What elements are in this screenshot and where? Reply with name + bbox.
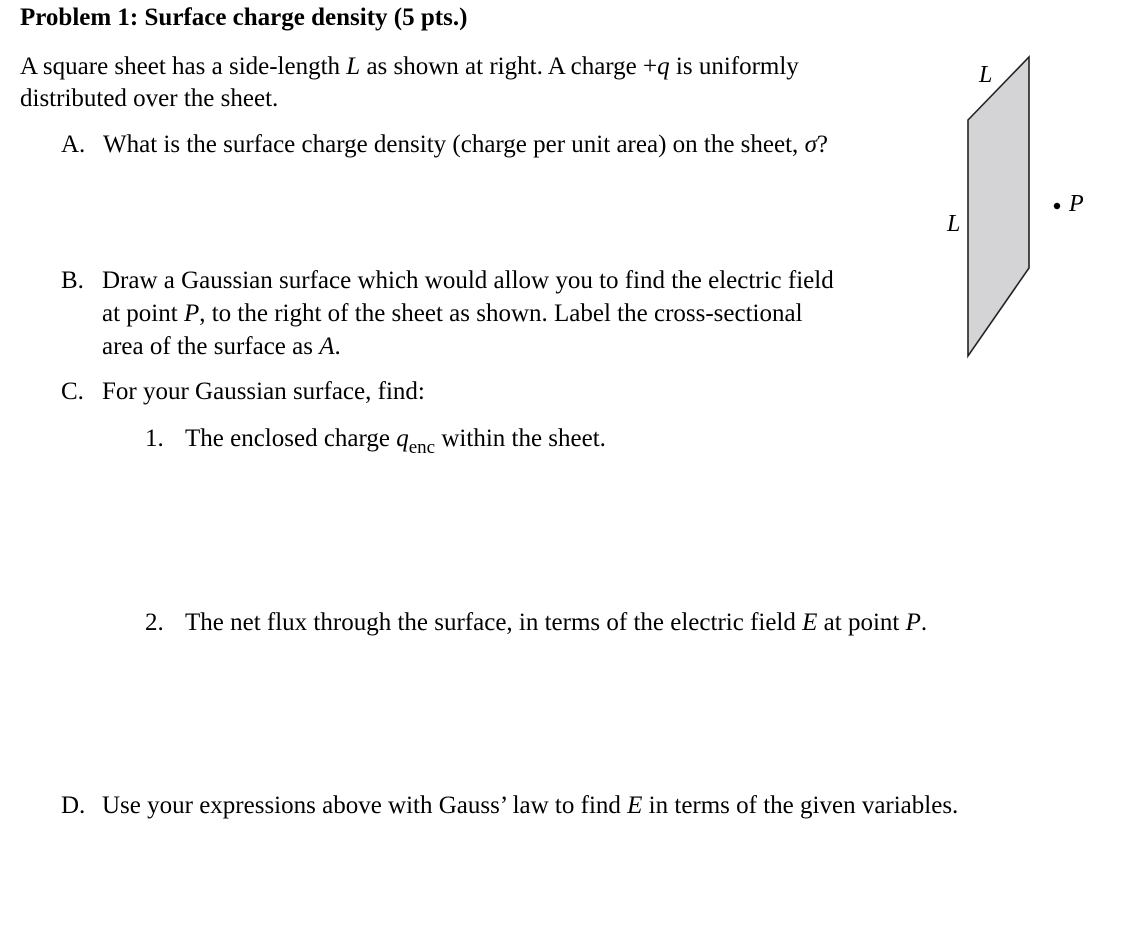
- problem-title: Problem 1: Surface charge density (5 pts.): [20, 4, 468, 31]
- var-P: P: [183, 300, 200, 327]
- part-c-item-1-label: 1.: [145, 425, 164, 452]
- item-text: at point: [817, 609, 906, 636]
- var-E: E: [627, 792, 643, 819]
- item-text: The net flux through the surface, in terms of the electric field: [185, 609, 803, 636]
- charged-sheet: [968, 57, 1029, 356]
- intro-text: is uniformly: [669, 53, 799, 80]
- part-a-text: What is the surface charge density (charge per unit area) on the sheet,: [103, 131, 805, 158]
- var-E: E: [802, 609, 818, 636]
- var-q: q: [396, 425, 409, 452]
- part-b-label: B.: [61, 267, 84, 294]
- part-c-item-2-label: 2.: [145, 609, 164, 636]
- var-P: P: [905, 609, 921, 636]
- part-b-text: at point: [102, 300, 184, 327]
- item-text: The enclosed charge: [185, 425, 397, 452]
- part-d-text: in terms of the given variables.: [642, 792, 959, 819]
- var-sigma: σ: [804, 131, 817, 158]
- part-b-text: area of the surface as: [102, 333, 320, 360]
- var-L: L: [346, 53, 361, 80]
- part-c-label: C.: [61, 378, 84, 405]
- part-b-text: , to the right of the sheet as shown. Label the cross-sectional: [199, 300, 803, 327]
- intro-line-2: distributed over the sheet.: [20, 85, 279, 112]
- point-p-label: P: [1069, 191, 1084, 217]
- intro-text: as shown at right. A charge +: [360, 53, 658, 80]
- part-a-end: ?: [816, 131, 829, 158]
- side-edge-label: L: [947, 211, 961, 237]
- part-a-label: A.: [61, 131, 86, 158]
- point-p-dot: [1054, 203, 1060, 209]
- subscript-enc: enc: [408, 437, 436, 458]
- var-q: q: [657, 53, 670, 80]
- part-b-text: .: [334, 333, 341, 360]
- part-b-line-1: Draw a Gaussian surface which would allow you to find the electric field: [102, 267, 834, 294]
- intro-text: A square sheet has a side-length: [20, 53, 347, 80]
- part-d-label: D.: [61, 792, 86, 819]
- part-c-text: For your Gaussian surface, find:: [102, 378, 425, 405]
- item-text: .: [920, 609, 928, 636]
- top-edge-label: L: [979, 62, 993, 88]
- var-A: A: [319, 333, 335, 360]
- item-text: within the sheet.: [435, 425, 606, 452]
- part-d-text: Use your expressions above with Gauss’ law to find: [102, 792, 628, 819]
